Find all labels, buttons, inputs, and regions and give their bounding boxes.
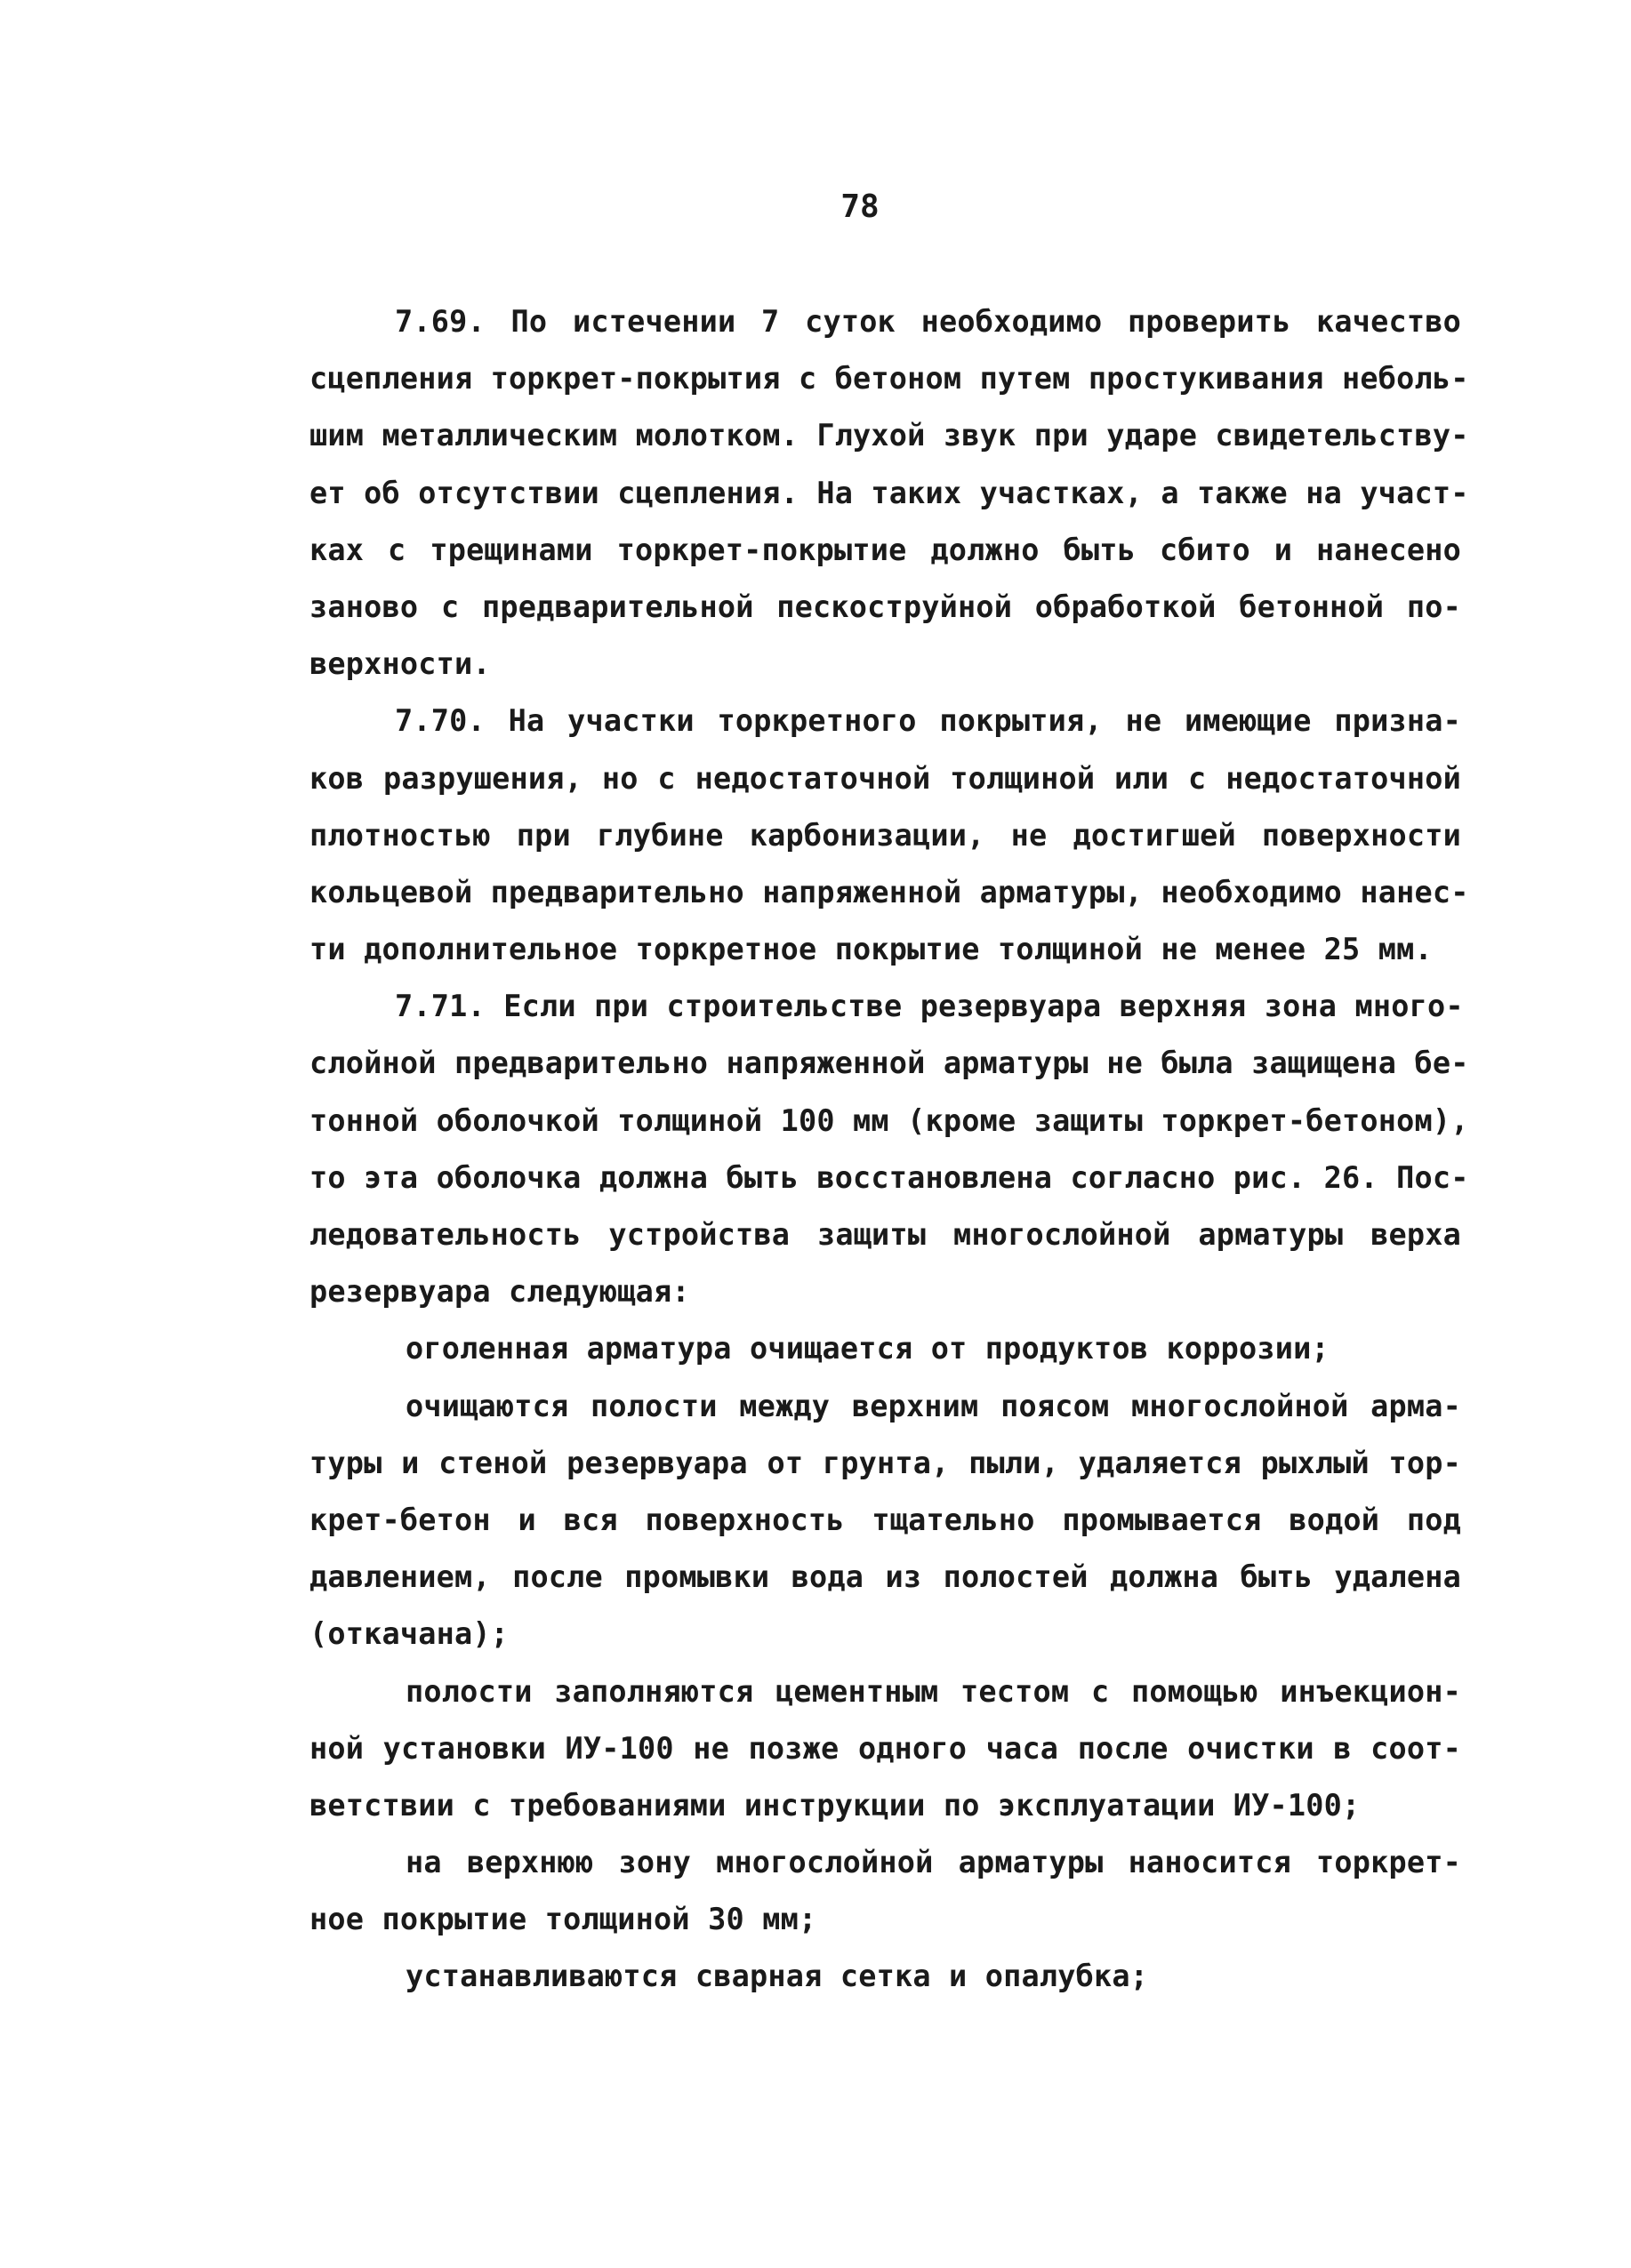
text-line: давлением, после промывки вода из полостей должна быть удалена — [309, 1559, 1461, 1595]
text-line: заново с предварительной пескоструйной обработкой бетонной по- — [309, 589, 1461, 624]
text-line: ледовательность устройства защиты многослойной арматуры верха — [309, 1217, 1461, 1252]
text-line: туры и стеной резервуара от грунта, пыли, удаляется рыхлый тор- — [309, 1445, 1461, 1480]
text-line: плотностью при глубине карбонизации, не достигшей поверхности — [309, 817, 1461, 853]
list-item — [309, 1663, 1461, 1835]
text-line: устанавливаются сварная сетка и опалубка; — [406, 1959, 1149, 1994]
text-line: сцепления торкрет-покрытия с бетоном путем простукивания неболь- — [309, 361, 1469, 397]
text-line: верхности. — [309, 646, 491, 682]
text-line: полости заполняются цементным тестом с помощью инъекцион- — [406, 1673, 1461, 1709]
page-number: 78 — [840, 188, 880, 225]
text-line: резервуара следующая: — [309, 1274, 690, 1310]
text-line: ет об отсутствии сцепления. На таких участках, а также на участ- — [309, 475, 1469, 510]
list-item — [309, 1834, 1461, 1948]
text-line: крет-бетон и вся поверхность тщательно промывается водой под — [309, 1502, 1461, 1537]
text-line: (откачана); — [309, 1616, 510, 1652]
text-line: оголенная арматура очищается от продуктов коррозии; — [406, 1331, 1330, 1366]
text-line: тонной оболочкой толщиной 100 мм (кроме защиты торкрет-бетоном), — [309, 1102, 1469, 1138]
text-line: ное покрытие толщиной 30 мм; — [309, 1902, 817, 1937]
text-line: 7.71. Если при строительстве резервуара верхняя зона много- — [395, 989, 1464, 1024]
list-item — [309, 1320, 1461, 1377]
text-line: 7.70. На участки торкретного покрытия, не имеющие призна- — [395, 703, 1461, 739]
text-line: ках с трещинами торкрет-покрытие должно быть сбито и нанесено — [309, 532, 1461, 567]
paragraph-7-70 — [309, 693, 1469, 978]
text-line: на верхнюю зону многослойной арматуры наносится торкрет- — [406, 1845, 1461, 1880]
list-item — [309, 1378, 1461, 1663]
text-line: ти дополнительное торкретное покрытие толщиной не менее 25 мм. — [309, 932, 1433, 967]
text-line: очищаются полости между верхним поясом многослойной арма- — [406, 1388, 1461, 1423]
list-item — [309, 1948, 1461, 2005]
text-line: то эта оболочка должна быть восстановлена согласно рис. 26. Пос- — [309, 1159, 1469, 1195]
paragraph-7-71 — [309, 978, 1469, 1320]
text-line: ков разрушения, но с недостаточной толщиной или с недостаточной — [309, 760, 1461, 796]
text-line: 7.69. По истечении 7 суток необходимо проверить качество — [395, 304, 1461, 339]
paragraph-7-69 — [309, 293, 1469, 693]
text-line: слойной предварительно напряженной арматуры не была защищена бе- — [309, 1046, 1469, 1081]
text-line: кольцевой предварительно напряженной арматуры, необходимо нанес- — [309, 874, 1469, 910]
text-line: ветствии с требованиями инструкции по эксплуатации ИУ-100; — [309, 1787, 1361, 1823]
text-line: ной установки ИУ-100 не позже одного часа после очистки в соот- — [309, 1730, 1461, 1766]
text-line: шим металлическим молотком. Глухой звук при ударе свидетельству- — [309, 418, 1469, 453]
document-body — [309, 293, 1469, 2006]
